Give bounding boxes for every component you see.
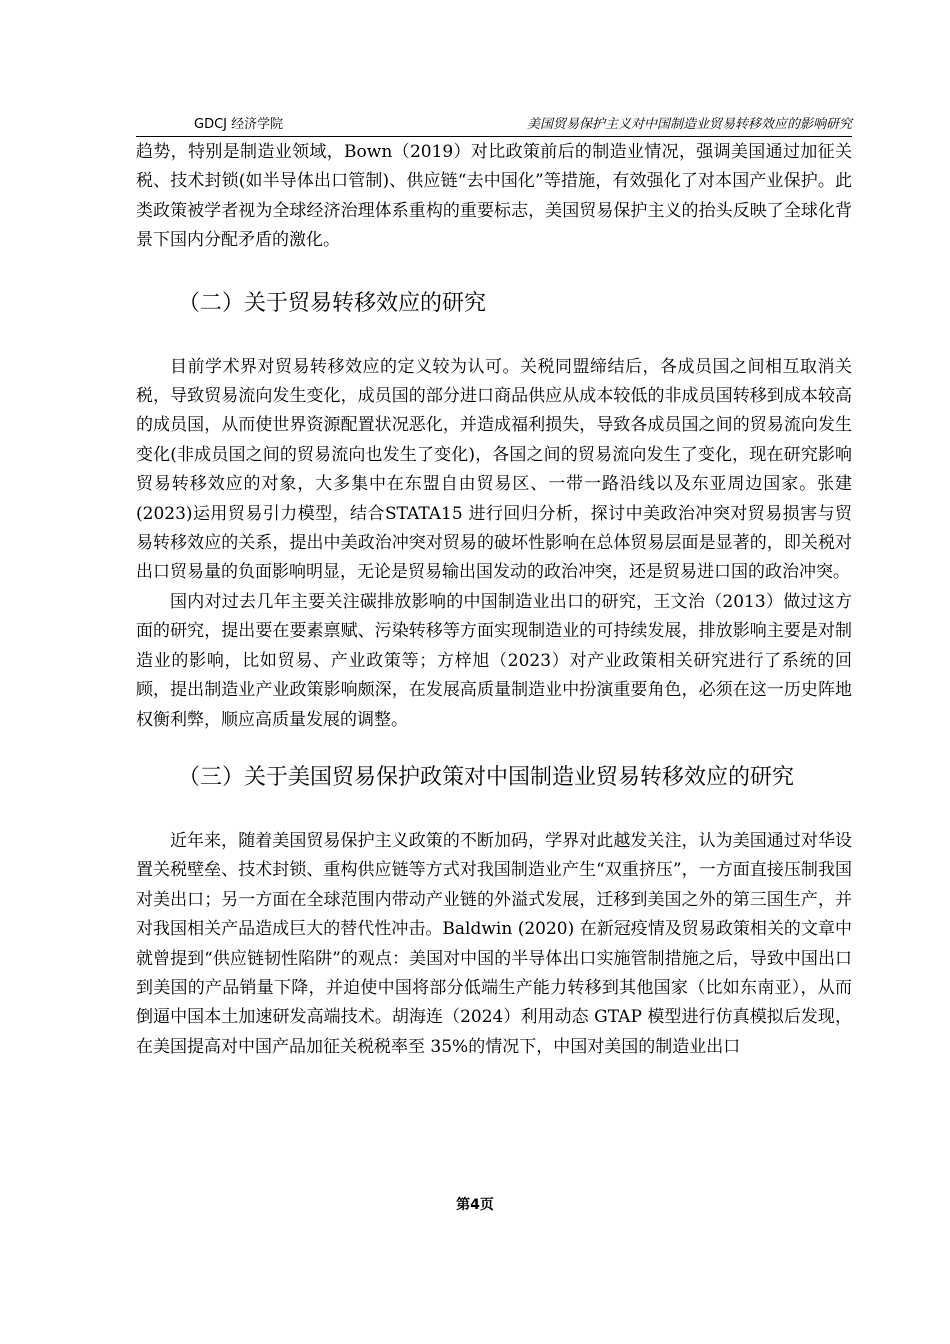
page-number: 第4页: [456, 1197, 494, 1213]
intro-paragraph: 趋势，特别是制造业领域，Bown（2019）对比政策前后的制造业情况，强调美国通过加征关税、技术封锁(如半导体出口管制)、供应链“去中国化”等措施，有效强化了对本国产业保护。此类政策被学者视为全球经济治理体系重构的重要标志，美国贸易保护主义的抬头反映了全球化背景下国内分配矛盾的激化。: [136, 142, 852, 251]
header-institution: GDCJ 经济学院: [194, 117, 284, 132]
section-3-paragraph-1: 近年来，随着美国贸易保护主义政策的不断加码，学界对此越发关注，认为美国通过对华设置关税壁垒、技术封锁、重构供应链等方式对我国制造业产生“双重挤压”，一方面直接压制我国对美出口；另一方面在全球范围内带动产业链的外溢式发展，迁移到美国之外的第三国生产，并对我国相关产品造成巨大的替代性冲击。Baldwin (2020) 在新冠疫情及贸易政策相关的文章中就曾提到“供应链韧性陷阱”的观点：美国对中国的半导体出口实施管制措施之后，导致中国出口到美国的产品销量下降，并迫使中国将部分低端生产能力转移到其他国家（比如东南亚），从而倒逼中国本土加速研发高端技术。胡海连（2024）利用动态 GTAP 模型进行仿真模拟后发现，在美国提高对中国产品加征关税税率至 35%的情况下，中国对美国的制造业出口: [136, 830, 852, 1057]
section-2-paragraph-1: 目前学术界对贸易转移效应的定义较为认可。关税同盟缔结后，各成员国之间相互取消关税，导致贸易流向发生变化，成员国的部分进口商品供应从成本较低的非成员国转移到成本较高的成员国，从而使世界资源配置状况恶化，并造成福利损失，导致各成员国之间的贸易流向发生变化(非成员国之间的贸易流向也发生了变化)，各国之间的贸易流向发生了变化，现在研究影响贸易转移效应的对象，大多集中在东盟自由贸易区、一带一路沿线以及东亚周边国家。张建(2023)运用贸易引力模型，结合STATA15 进行回归分析，探讨中美政治冲突对贸易损害与贸易转移效应的关系，提出中美政治冲突对贸易的破坏性影响在总体贸易层面是显著的，即关税对出口贸易量的负面影响明显，无论是贸易输出国发动的政治冲突，还是贸易进口国的政治冲突。: [136, 356, 852, 583]
page-content: [136, 138, 852, 1062]
page-header: [136, 116, 852, 137]
section-2-heading: （二）关于贸易转移效应的研究: [178, 290, 487, 316]
section-2-paragraph-2: 国内对过去几年主要关注碳排放影响的中国制造业出口的研究，王文治（2013）做过这方面的研究，提出要在要素禀赋、污染转移等方面实现制造业的可持续发展，排放影响主要是对制造业的影响，比如贸易、产业政策等；方梓旭（2023）对产业政策相关研究进行了系统的回顾，提出制造业产业政策影响颇深，在发展高质量制造业中扮演重要角色，必须在这一历史阵地权衡利弊，顺应高质量发展的调整。: [136, 591, 852, 730]
header-paper-title: 美国贸易保护主义对中国制造业贸易转移效应的影响研究: [526, 117, 852, 132]
section-3-heading: （三）关于美国贸易保护政策对中国制造业贸易转移效应的研究: [178, 764, 795, 790]
